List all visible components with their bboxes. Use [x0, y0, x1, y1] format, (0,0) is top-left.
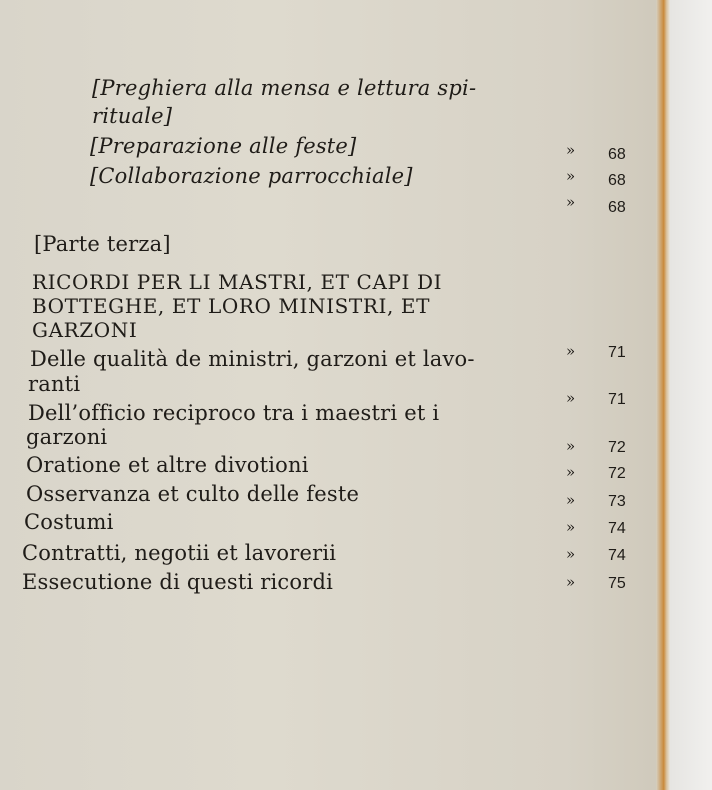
toc-entry-preghiera-line1: [Preghiera alla mensa e lettura spi-: [92, 76, 477, 100]
page-number: 68: [608, 199, 626, 216]
page-number: 73: [608, 493, 626, 510]
page-ref-marker: »: [566, 491, 576, 509]
toc-entry-officio-line2: garzoni: [26, 425, 108, 449]
chapter-title-line1: RICORDI PER LI MASTRI, ET CAPI DI: [32, 270, 443, 294]
page-number: 74: [608, 520, 626, 537]
page-number: 74: [608, 547, 626, 564]
page-number: 72: [608, 465, 626, 482]
page-ref-marker: »: [566, 437, 576, 455]
page-ref-marker: »: [566, 141, 576, 159]
toc-entry-qualita-line2: ranti: [28, 372, 81, 396]
page-gilded-edge: [656, 0, 670, 790]
page-number: 72: [608, 439, 626, 456]
page-number: 68: [608, 172, 626, 189]
page-ref-marker: »: [566, 518, 576, 536]
page-ref-marker: »: [566, 167, 576, 185]
chapter-title-line2: BOTTEGHE, ET LORO MINISTRI, ET: [32, 294, 431, 318]
section-heading-parte-terza: [Parte terza]: [34, 232, 171, 256]
background-surface: [670, 0, 712, 790]
toc-entry-qualita-line1: Delle qualità de ministri, garzoni et lavo-: [30, 347, 475, 371]
page-ref-marker: »: [566, 342, 576, 360]
toc-entry-costumi: Costumi: [24, 510, 114, 534]
toc-entry-collaborazione: [Collaborazione parrocchiale]: [90, 164, 413, 188]
page-ref-marker: »: [566, 573, 576, 591]
toc-entry-oratione: Oratione et altre divotioni: [26, 453, 309, 477]
page-number: 68: [608, 146, 626, 163]
page-ref-marker: »: [566, 463, 576, 481]
page-ref-marker: »: [566, 545, 576, 563]
page-number: 75: [608, 575, 626, 592]
page-ref-marker: »: [566, 193, 576, 211]
toc-entry-preparazione: [Preparazione alle feste]: [90, 134, 357, 158]
page-number: 71: [608, 344, 626, 361]
toc-entry-osservanza: Osservanza et culto delle feste: [26, 482, 360, 506]
toc-entry-contratti: Contratti, negotii et lavorerii: [22, 541, 337, 565]
toc-entry-preghiera-line2: rituale]: [92, 104, 173, 128]
toc-entry-essecutione: Essecutione di questi ricordi: [22, 570, 334, 594]
chapter-title-line3: GARZONI: [32, 318, 138, 342]
toc-entry-officio-line1: Dell’officio reciproco tra i maestri et i: [28, 401, 440, 425]
page-number: 71: [608, 391, 626, 408]
page-ref-marker: »: [566, 389, 576, 407]
